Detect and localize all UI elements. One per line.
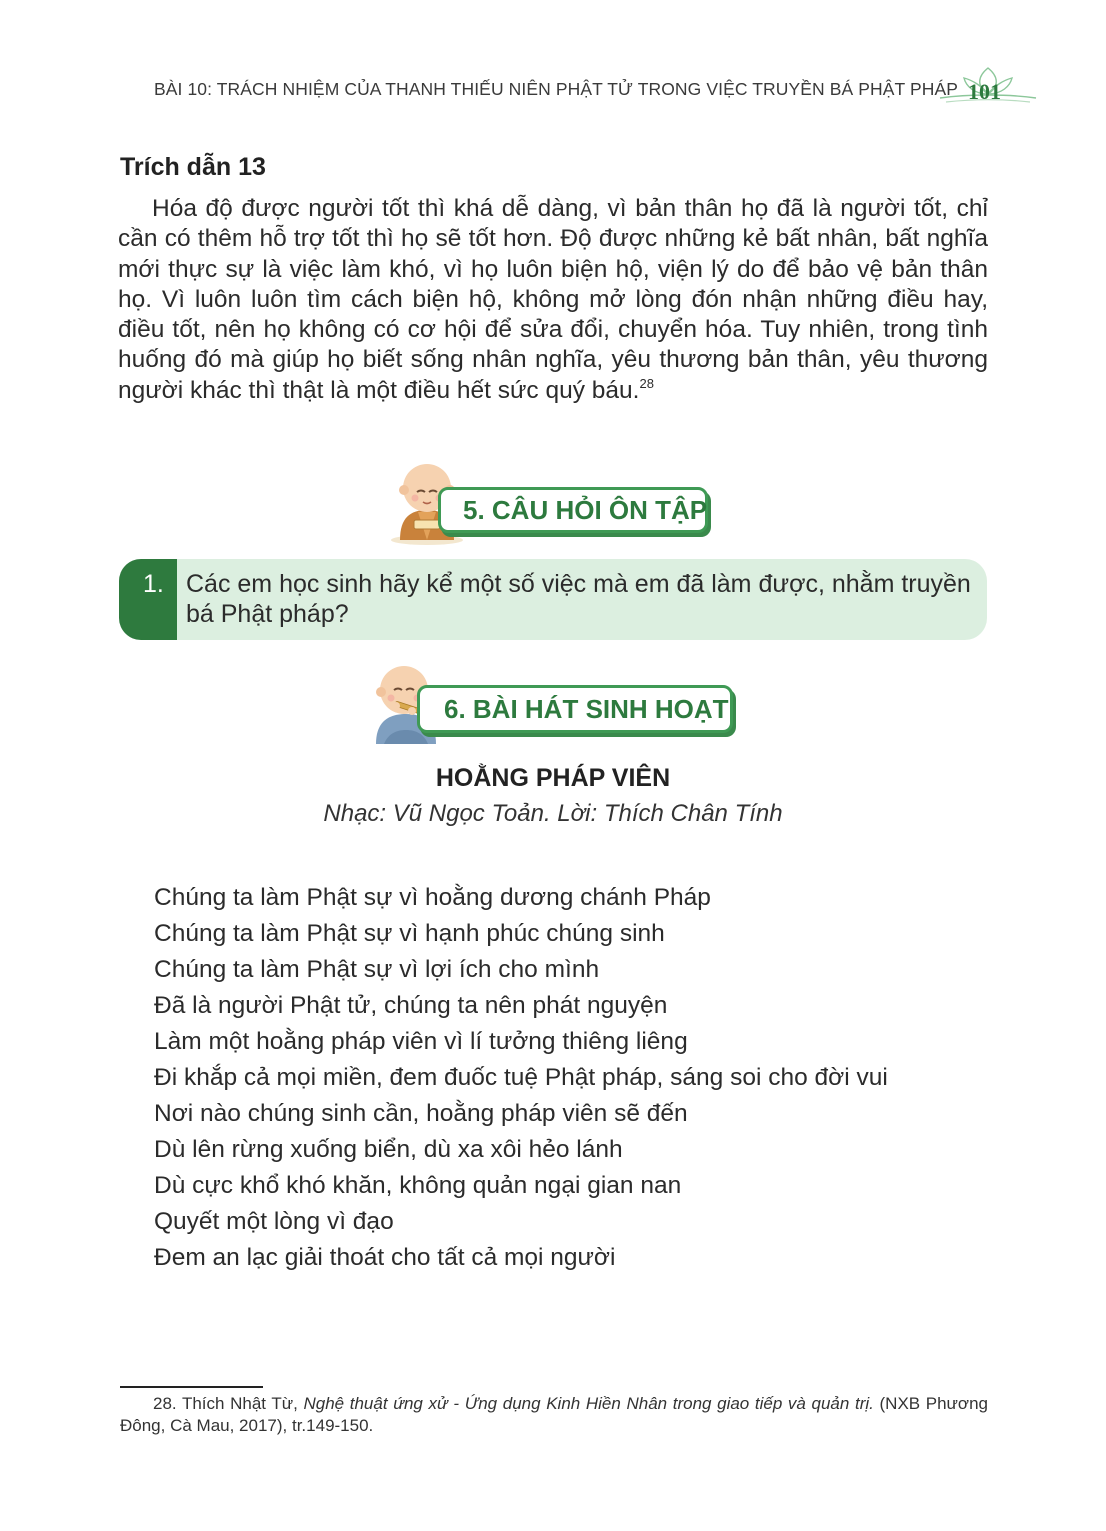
lyric-line: Dù cực khổ khó khăn, không quản ngại gian nan: [154, 1172, 682, 1199]
song-lyrics: [154, 880, 888, 1276]
question-number: 1.: [143, 570, 164, 598]
page-number: 101: [968, 79, 1001, 104]
lyric-line: Chúng ta làm Phật sự vì hoằng dương chánh Pháp: [154, 884, 711, 911]
lyric-line: Chúng ta làm Phật sự vì lợi ích cho mình: [154, 956, 600, 983]
question-text: Các em học sinh hãy kể một số việc mà em đã làm được, nhằm truyền bá Phật pháp?: [186, 570, 971, 628]
lyric-line: Dù lên rừng xuống biển, dù xa xôi hẻo lánh: [154, 1136, 623, 1163]
quote-title: Trích dẫn 13: [120, 153, 266, 181]
footnote-author: Thích Nhật Từ,: [181, 1394, 298, 1413]
lyric-line: Đem an lạc giải thoát cho tất cả mọi người: [154, 1244, 616, 1271]
lyric-line: Nơi nào chúng sinh cần, hoằng pháp viên sẽ đến: [154, 1100, 688, 1127]
lyric-line: Chúng ta làm Phật sự vì hạnh phúc chúng sinh: [154, 920, 665, 947]
footnote-title: Nghệ thuật ứng xử - Ứng dụng Kinh Hiền Nhân trong giao tiếp và quản trị.: [303, 1394, 874, 1413]
lyric-line: Làm một hoằng pháp viên vì lí tưởng thiêng liêng: [154, 1028, 688, 1055]
section-5-heading: 5. CÂU HỎI ÔN TẬP: [438, 487, 708, 533]
quote-text: Hóa độ được người tốt thì khá dễ dàng, vì bản thân họ đã là người tốt, chỉ cần có thêm hỗ trợ tốt thì họ sẽ tốt hơn. Độ được những kẻ bất nhân, bất nghĩa mới thực sự là việc làm khó, vì họ luôn biện hộ, viện lý do để bảo vệ bản thân họ. Vì luôn luôn tìm cách biện hộ, không mở lòng đón nhận những điều hay, điều tốt, nên họ không có cơ hội để sửa đổi, chuyển hóa. Tuy nhiên, trong tình huống đó mà giúp họ biết sống nhân nghĩa, yêu thương bản thân, yêu thương người khác thì thật là một điều hết sức quý báu.: [118, 195, 988, 404]
song-title: HOẰNG PHÁP VIÊN: [435, 764, 671, 792]
lyric-line: Quyết một lòng vì đạo: [154, 1208, 394, 1235]
footnote-divider: [120, 1386, 263, 1388]
footnote-number: 28.: [153, 1394, 177, 1413]
footnote: [120, 1393, 988, 1437]
lyric-line: Đã là người Phật tử, chúng ta nên phát nguyện: [154, 992, 668, 1019]
footnote-publisher: (NXB Phương Đông, Cà Mau, 2017), tr.149-150.: [120, 1394, 988, 1435]
section-6-heading: 6. BÀI HÁT SINH HOẠT: [417, 685, 733, 733]
quote-body: [118, 194, 988, 406]
footnote-ref: 28: [639, 375, 654, 391]
song-credit: Nhạc: Vũ Ngọc Toản. Lời: Thích Chân Tính: [323, 800, 783, 827]
lyric-line: Đi khắp cả mọi miền, đem đuốc tuệ Phật pháp, sáng soi cho đời vui: [154, 1064, 888, 1091]
page-number-ornament: [938, 64, 1038, 110]
running-head: BÀI 10: TRÁCH NHIỆM CỦA THANH THIẾU NIÊN PHẬT TỬ TRONG VIỆC TRUYỀN BÁ PHẬT PHÁP: [154, 79, 959, 99]
question-box: [119, 559, 987, 640]
